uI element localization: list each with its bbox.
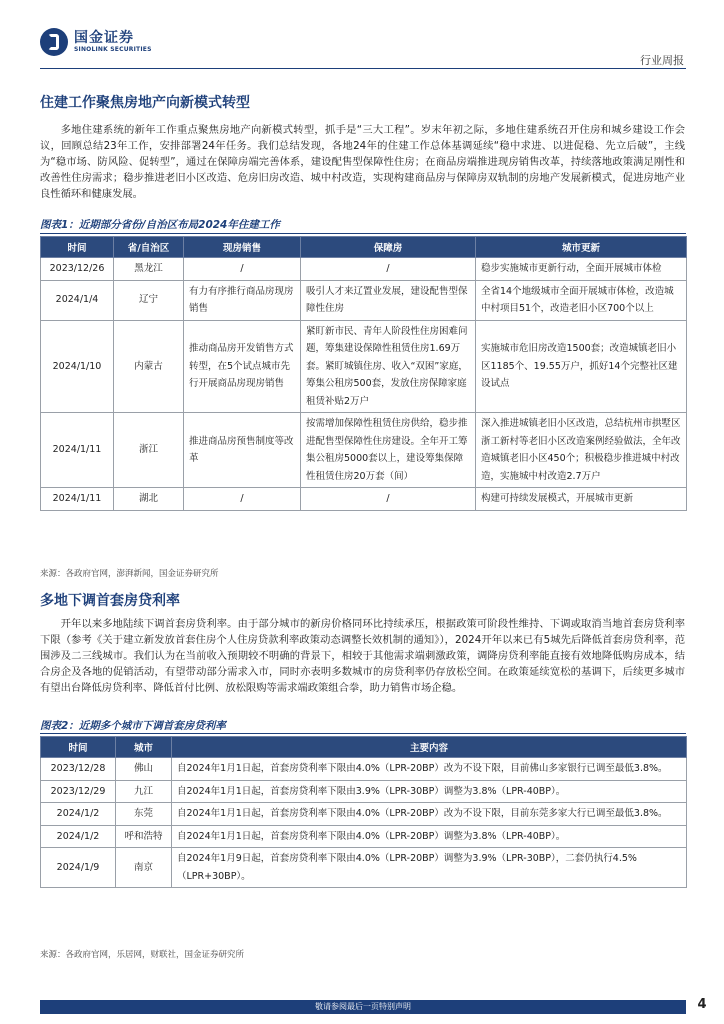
table-header-row xyxy=(41,737,687,758)
table-cell-date: 2024/1/4 xyxy=(41,280,114,320)
table-row xyxy=(41,258,687,281)
table-row xyxy=(41,780,687,803)
page-number: 4 xyxy=(697,997,707,1012)
section-paragraph-2: 开年以来多地陆续下调首套房贷利率。由于部分城市的新房价格同环比持续承压，根据政策可阶段性维持、下调或取消当地首套房贷利率下限（参考《关于建立新发放首套住房个人住房贷款利率政策动态调整长效机制的通知》），2024开年以来已有5城先后降低首套房贷利率，范围涉及二三线城市。我们认为在当前收入预期较不明确的背景下，相较于其他需求端刺激政策，调降房贷利率能直接有效地降低购房成本，结合房企及各地的促销活动，有望带动部分需求入市，同时亦表明多数城市的房贷利率仍存放松空间。在政策延续宽松的基调下，后续更多城市有望出台降低房贷利率、降低首付比例、放松限购等需求端政策组合拳，助力销售市场企稳。 xyxy=(40,618,685,694)
table-row xyxy=(41,848,687,888)
figure-2-table xyxy=(40,736,687,888)
table-cell: / xyxy=(301,258,476,281)
column-header: 时间 xyxy=(41,237,114,258)
table-cell: 构建可持续发展模式，开展城市更新 xyxy=(476,488,687,511)
column-header: 现房销售 xyxy=(184,237,301,258)
table-cell-date: 2024/1/11 xyxy=(41,413,114,488)
table-cell: 按需增加保障性租赁住房供给，稳步推进配售型保障性住房建设。全年开工筹集公租房5000套以上，建设筹集保障性租赁住房20万套（间） xyxy=(301,413,476,488)
figure-2-rule xyxy=(40,733,686,734)
table-cell: 自2024年1月1日起，首套房贷利率下限由4.0%（LPR-20BP）改为不设下限，目前佛山多家银行已调至最低3.8%。 xyxy=(172,758,687,781)
table-cell-city: 南京 xyxy=(116,848,172,888)
table-cell: 自2024年1月1日起，首套房贷利率下限由4.0%（LPR-20BP）调整为3.8%（LPR-40BP）。 xyxy=(172,825,687,848)
table-header-row xyxy=(41,237,687,258)
section-title-2: 多地下调首套房贷利率 xyxy=(40,593,180,609)
column-header: 城市 xyxy=(116,737,172,758)
table-cell: 自2024年1月9日起，首套房贷利率下限由4.0%（LPR-20BP）调整为3.9%（LPR-30BP），二套仍执行4.5%（LPR+30BP）。 xyxy=(172,848,687,888)
figure-2-source: 来源：各政府官网，乐居网，财联社，国金证券研究所 xyxy=(40,950,245,960)
table-cell-date: 2024/1/10 xyxy=(41,320,114,413)
figure-2-title: 图表2：近期多个城市下调首套房贷利率 xyxy=(40,720,226,732)
table-cell: 深入推进城镇老旧小区改造，总结杭州市拱墅区浙工新村等老旧小区改造案例经验做法，全年改造城镇老旧小区450个；积极稳步推进城中村改造，实施城中村改造2.7万户 xyxy=(476,413,687,488)
figure-1-rule xyxy=(40,233,686,234)
table-cell-province: 内蒙古 xyxy=(114,320,184,413)
footer-notice: 敬请参阅最后一页特别声明 xyxy=(315,1002,411,1011)
table-cell-city: 佛山 xyxy=(116,758,172,781)
table-row xyxy=(41,488,687,511)
table-cell: 自2024年1月1日起，首套房贷利率下限由4.0%（LPR-20BP）改为不设下限，目前东莞多家大行已调至最低3.8%。 xyxy=(172,803,687,826)
table-cell-province: 辽宁 xyxy=(114,280,184,320)
table-cell: 自2024年1月1日起，首套房贷利率下限由3.9%（LPR-30BP）调整为3.8%（LPR-40BP）。 xyxy=(172,780,687,803)
table-cell: / xyxy=(184,258,301,281)
logo-chinese-name: 国金证券 xyxy=(74,30,134,46)
figure-1-title: 图表1：近期部分省份/自治区布局2024年住建工作 xyxy=(40,219,280,231)
column-header: 省/自治区 xyxy=(114,237,184,258)
column-header: 城市更新 xyxy=(476,237,687,258)
logo-icon xyxy=(40,28,68,56)
table-cell-date: 2024/1/11 xyxy=(41,488,114,511)
table-cell-province: 浙江 xyxy=(114,413,184,488)
table-cell: 紧盯新市民、青年人阶段性住房困难问题，筹集建设保障性租赁住房1.69万套。紧盯城镇住房、收入“双困”家庭，筹集公租房500套，发放住房保障家庭租赁补贴2万户 xyxy=(301,320,476,413)
table-cell: / xyxy=(184,488,301,511)
table-cell: 实施城市危旧房改造1500套；改造城镇老旧小区1185个、19.55万户，抓好14个完整社区建设试点 xyxy=(476,320,687,413)
company-logo xyxy=(40,28,152,56)
table-cell-city: 九江 xyxy=(116,780,172,803)
table-row xyxy=(41,320,687,413)
table-row xyxy=(41,413,687,488)
table-cell-city: 东莞 xyxy=(116,803,172,826)
table-cell: 稳步实施城市更新行动，全面开展城市体检 xyxy=(476,258,687,281)
table-cell: / xyxy=(301,488,476,511)
figure-1-table xyxy=(40,236,687,511)
table-row xyxy=(41,758,687,781)
table-cell-province: 湖北 xyxy=(114,488,184,511)
table-cell: 推进商品房预售制度等改革 xyxy=(184,413,301,488)
table-cell: 有力有序推行商品房现房销售 xyxy=(184,280,301,320)
column-header: 主要内容 xyxy=(172,737,687,758)
page-header xyxy=(0,0,724,66)
table-cell-date: 2023/12/26 xyxy=(41,258,114,281)
section-paragraph-1: 多地住建系统的新年工作重点聚焦房地产向新模式转型，抓手是“三大工程”。岁末年初之际，多地住建系统召开住房和城乡建设工作会议，回顾总结23年工作，安排部署24年任务。我们总结发现，各地24年的住建工作总体基调延续“稳中求进、以进促稳、先立后破”，主线为“稳市场、防风险、促转型”，通过在保障房端完善体系，建设配售型保障性住房；在商品房端推进现房销售改革，持续落地政策满足刚性和改善性住房需求；稳步推进老旧小区改造、危房旧房改造、城中村改造，实现构建商品房与保障房双轨制的房地产发展新模式，促进房地产业良性循环和健康发展。 xyxy=(40,124,685,200)
table-cell: 全省14个地级城市全面开展城市体检，改造城中村项目51个，改造老旧小区700个以上 xyxy=(476,280,687,320)
logo-english-name: SINOLINK SECURITIES xyxy=(74,46,152,53)
table-row xyxy=(41,803,687,826)
table-cell-date: 2023/12/29 xyxy=(41,780,116,803)
table-cell-province: 黑龙江 xyxy=(114,258,184,281)
column-header: 时间 xyxy=(41,737,116,758)
report-type: 行业周报 xyxy=(640,54,684,67)
column-header: 保障房 xyxy=(301,237,476,258)
table-cell-date: 2024/1/9 xyxy=(41,848,116,888)
header-divider xyxy=(40,68,686,69)
table-cell-date: 2024/1/2 xyxy=(41,825,116,848)
table-cell: 推动商品房开发销售方式转型，在5个试点城市先行开展商品房现房销售 xyxy=(184,320,301,413)
table-row xyxy=(41,280,687,320)
table-cell-date: 2024/1/2 xyxy=(41,803,116,826)
table-row xyxy=(41,825,687,848)
section-title-1: 住建工作聚焦房地产向新模式转型 xyxy=(40,95,250,111)
figure-1-source: 来源：各政府官网，澎湃新闻，国金证券研究所 xyxy=(40,569,219,579)
table-cell-city: 呼和浩特 xyxy=(116,825,172,848)
table-cell: 吸引人才来辽置业发展，建设配售型保障性住房 xyxy=(301,280,476,320)
table-cell-date: 2023/12/28 xyxy=(41,758,116,781)
